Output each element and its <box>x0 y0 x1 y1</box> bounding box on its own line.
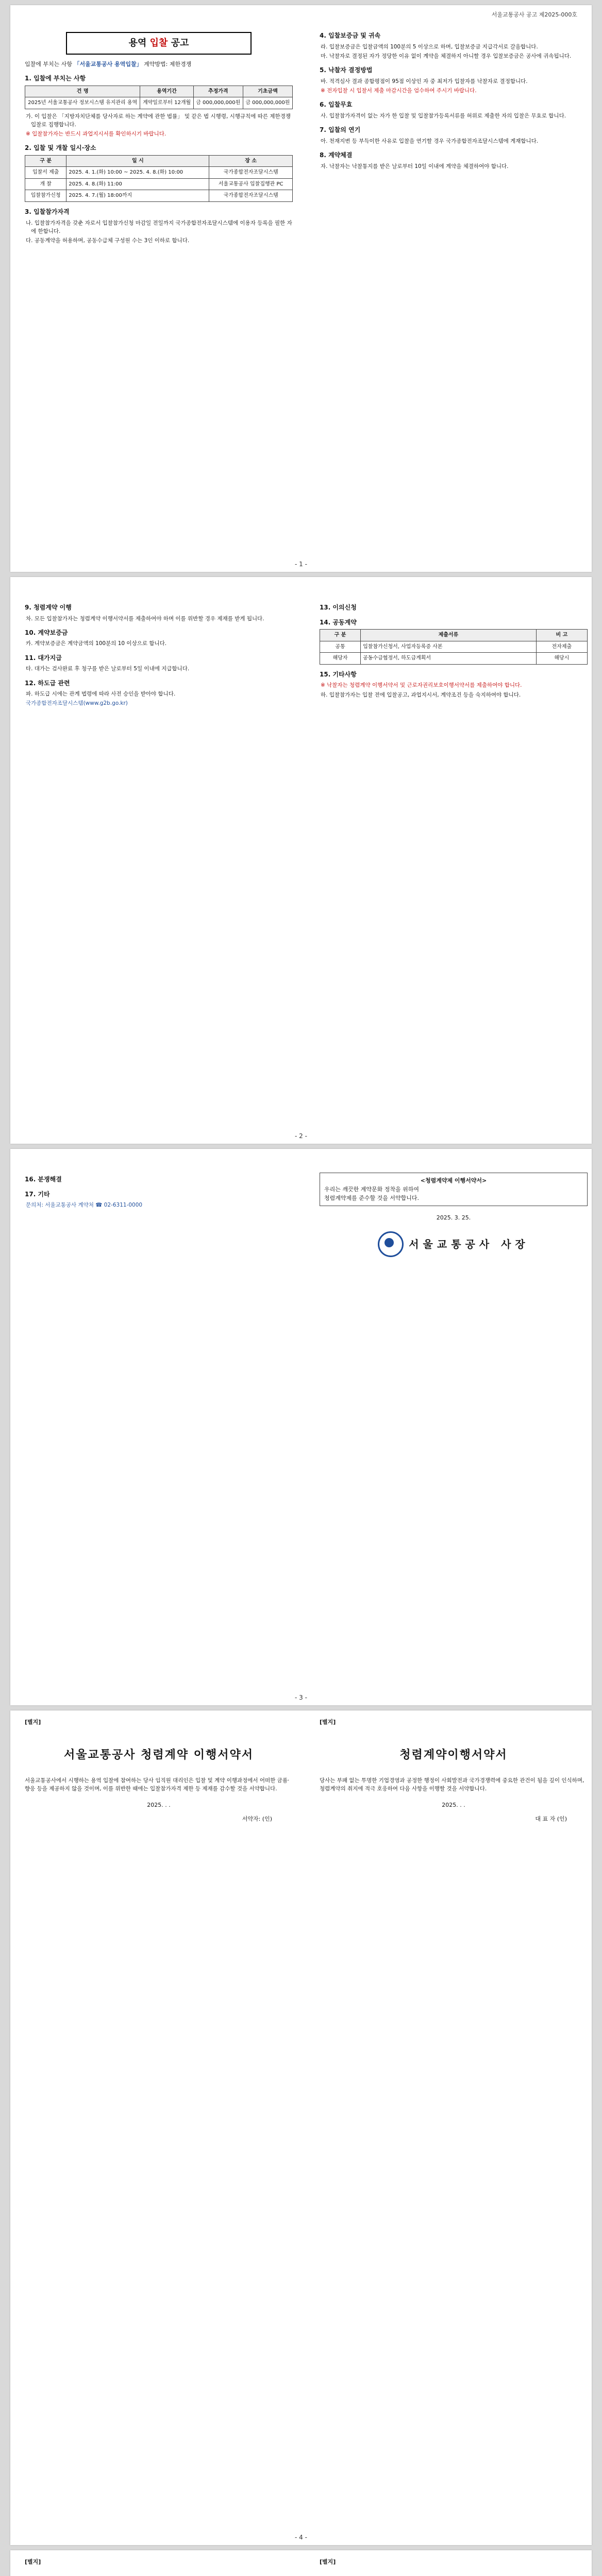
paragraph: 라. 입찰보증금은 입찰금액의 100분의 5 이상으로 하며, 입찰보증금 지급각서로 갈음합니다. <box>321 43 538 50</box>
section-heading-17: 17. 기타 <box>25 1190 50 1198</box>
intro-text: 입찰에 부치는 사항 <box>25 60 73 67</box>
table-cell: 입찰서 제출 <box>25 167 66 179</box>
section-heading-14: 14. 공동계약 <box>320 618 357 626</box>
table-cell: 금 000,000,000원 <box>193 97 243 109</box>
paragraph: 가. 이 입찰은 「지방자치단체를 당사자로 하는 계약에 관한 법률」 및 같은 법 시행령, 시행규칙에 따른 제한경쟁입찰로 집행합니다. <box>26 113 291 128</box>
form-title: 서울교통공사 청렴계약 이행서약서 <box>63 1749 254 1761</box>
issuer-block <box>320 1231 588 1257</box>
form-date: 2025. . . <box>442 1801 465 1808</box>
page-number: - 1 - <box>295 561 307 568</box>
table-header: 제출서류 <box>361 630 537 641</box>
table-cell: 계약일로부터 12개월 <box>140 97 193 109</box>
paragraph: 마. 낙찰자로 결정된 자가 정당한 이유 없이 계약을 체결하지 아니할 경우 입찰보증금은 공사에 귀속됩니다. <box>321 53 572 59</box>
red-note: ※ 낙찰자는 청렴계약 이행서약서 및 근로자권리보호이행서약서를 제출하여야 합니다. <box>321 682 522 689</box>
table-cell: 입찰참가신청 <box>25 190 66 202</box>
page-3-left-column <box>25 1170 293 1210</box>
table-cell: 해당시 <box>536 653 587 665</box>
table-header: 건 명 <box>25 86 140 97</box>
form-label: [별지] <box>320 2558 336 2565</box>
section-heading-4: 4. 입찰보증금 및 귀속 <box>320 32 381 39</box>
document-page-5 <box>10 2550 592 2576</box>
section-heading-13: 13. 이의신청 <box>320 604 357 611</box>
title-prefix: 용역 <box>128 38 150 48</box>
title-suffix: 공고 <box>168 38 189 48</box>
page-2-right-column <box>320 598 588 700</box>
paragraph: 차. 모든 입찰참가자는 청렴계약 이행서약서를 제출하여야 하며 이를 위반할 경우 제재를 받게 됩니다. <box>26 615 264 622</box>
title-highlight: 입찰 <box>149 38 168 48</box>
table-header: 추정가격 <box>193 86 243 97</box>
page-2-left-column <box>25 598 293 709</box>
paragraph: 다. 공동계약을 허용하며, 공동수급체 구성원 수는 3인 이하로 합니다. <box>26 238 190 244</box>
table-row <box>25 97 293 109</box>
pledge-box-line: 우리는 깨끗한 계약문화 정착을 위하여 <box>324 1186 420 1193</box>
table-cell: 해당자 <box>320 653 361 665</box>
blue-note: 문의처: 서울교통공사 계약처 ☎ 02-6311-0000 <box>26 1202 143 1209</box>
table-cell: 서울교통공사 입찰집행관 PC <box>209 178 293 190</box>
table-cell: 전자제출 <box>536 641 587 653</box>
table-header: 기초금액 <box>243 86 292 97</box>
table-header: 구 분 <box>25 155 66 167</box>
section-heading-3: 3. 입찰참가자격 <box>25 208 70 215</box>
table-header: 일 시 <box>66 155 209 167</box>
form-2 <box>320 1731 588 1823</box>
schedule-table <box>25 155 293 202</box>
table-cell: 2025. 4. 1.(화) 10:00 ~ 2025. 4. 8.(화) 10:00 <box>66 167 209 179</box>
intro-suffix: 계약방법: 제한경쟁 <box>144 60 192 67</box>
table-header: 용역기간 <box>140 86 193 97</box>
paragraph: 바. 적격심사 결과 종합평점이 95점 이상인 자 중 최저가 입찰자를 낙찰자로 결정합니다. <box>321 78 528 84</box>
paragraph: 하. 입찰참가자는 입찰 전에 입찰공고, 과업지시서, 계약조건 등을 숙지하여야 합니다. <box>321 691 521 698</box>
form-3 <box>25 2571 293 2576</box>
document-page-4 <box>10 1710 592 2545</box>
form-label: [별지] <box>25 2558 41 2565</box>
paragraph: 타. 대가는 검사완료 후 청구를 받은 날로부터 5일 이내에 지급합니다. <box>26 666 190 672</box>
page-number: - 3 - <box>295 1694 307 1701</box>
notice-number: 서울교통공사 공고 제2025-000호 <box>491 11 577 18</box>
page-number: - 4 - <box>295 2534 307 2541</box>
form-title: 청렴계약이행서약서 <box>399 1749 508 1761</box>
table-row <box>25 178 293 190</box>
form-body: 당사는 부패 없는 투명한 기업경영과 공정한 행정이 사회발전과 국가경쟁력에 중요한 관건이 됨을 깊이 인식하며, 청렴계약의 취지에 적극 호응하여 다음 사항을 이행할 것을 서약합니다. <box>320 1777 584 1792</box>
documents-table <box>320 629 588 665</box>
paragraph: 자. 낙찰자는 낙찰통지를 받은 날로부터 10일 이내에 계약을 체결하여야 합니다. <box>321 163 509 170</box>
table-row <box>320 641 588 653</box>
page-3-right-column <box>320 1170 588 1257</box>
page-number: - 2 - <box>295 1132 307 1140</box>
table-header: 비 고 <box>536 630 587 641</box>
document-page-1 <box>10 5 592 572</box>
page-1-left-column <box>25 26 293 246</box>
red-note: ※ 전자입찰 시 입찰서 제출 마감시간을 엄수하여 주시기 바랍니다. <box>321 87 477 94</box>
section-heading-7: 7. 입찰의 연기 <box>320 126 361 134</box>
table-cell: 국가종합전자조달시스템 <box>209 167 293 179</box>
intro-project: 「서울교통공사 용역입찰」 <box>74 60 142 67</box>
section-heading-8: 8. 계약체결 <box>320 151 353 159</box>
table-cell: 개 찰 <box>25 178 66 190</box>
table-row <box>25 190 293 202</box>
document-page-2 <box>10 577 592 1144</box>
table-cell: 공동수급협정서, 하도급계획서 <box>361 653 537 665</box>
red-note: ※ 입찰참가자는 반드시 과업지시서를 확인하시기 바랍니다. <box>26 131 166 138</box>
table-header: 장 소 <box>209 155 293 167</box>
section-heading-16: 16. 분쟁해결 <box>25 1176 62 1183</box>
paragraph: 사. 입찰참가자격이 없는 자가 한 입찰 및 입찰참가등록서류를 허위로 제출한 자의 입찰은 무효로 합니다. <box>321 112 566 119</box>
section-heading-10: 10. 계약보증금 <box>25 629 68 636</box>
table-row <box>25 167 293 179</box>
pledge-box <box>320 1173 588 1206</box>
document-page-3 <box>10 1149 592 1705</box>
form-4 <box>320 2571 588 2576</box>
paragraph: 나. 입찰참가자격을 갖춘 자로서 입찰참가신청 마감일 전일까지 국가종합전자조달시스템에 이용자 등록을 필한 자에 한합니다. <box>26 219 292 234</box>
pledge-box-title: <청렴계약제 이행서약서> <box>420 1177 487 1184</box>
intro-line <box>25 60 293 69</box>
table-header: 구 분 <box>320 630 361 641</box>
paragraph: 파. 하도급 시에는 관계 법령에 따라 사전 승인을 받아야 합니다. <box>26 691 176 698</box>
table-row <box>320 653 588 665</box>
blue-note[interactable]: 국가종합전자조달시스템(www.g2b.go.kr) <box>26 700 128 707</box>
table-cell: 금 000,000,000원 <box>243 97 292 109</box>
issuer-name: 서울교통공사 사장 <box>409 1238 529 1250</box>
section-heading-11: 11. 대가지급 <box>25 654 62 662</box>
table-cell: 국가종합전자조달시스템 <box>209 190 293 202</box>
issue-date: 2025. 3. 25. <box>436 1214 471 1222</box>
form-label: [별지] <box>25 1719 41 1725</box>
section-heading-5: 5. 낙찰자 결정방법 <box>320 66 373 74</box>
section-heading-2: 2. 입찰 및 개찰 일시·장소 <box>25 144 96 152</box>
section-heading-15: 15. 기타사항 <box>320 670 357 678</box>
paragraph: 아. 천재지변 등 부득이한 사유로 입찰을 연기할 경우 국가종합전자조달시스템에 게재합니다. <box>321 138 539 144</box>
pledge-box-line: 청렴계약제를 준수할 것을 서약합니다. <box>324 1195 420 1202</box>
table-cell: 입찰참가신청서, 사업자등록증 사본 <box>361 641 537 653</box>
form-1 <box>25 1731 293 1823</box>
form-date: 2025. . . <box>147 1801 171 1808</box>
section-heading-9: 9. 청렴계약 이행 <box>25 604 72 611</box>
organization-logo-icon <box>378 1231 404 1257</box>
paragraph: 카. 계약보증금은 계약금액의 100분의 10 이상으로 합니다. <box>26 640 167 647</box>
table-cell: 2025. 4. 7.(월) 18:00까지 <box>66 190 209 202</box>
section-heading-6: 6. 입찰무효 <box>320 101 353 109</box>
table-cell: 2025년 서울교통공사 정보시스템 유지관리 용역 <box>25 97 140 109</box>
form-body: 서울교통공사에서 시행하는 용역 입찰에 참여하는 당사 임직원 대리인은 입찰 및 계약 이행과정에서 어떠한 금품·향응 등을 제공하지 않을 것이며, 이를 위반한 때에는 입찰참가자격 제한 등 제재를 감수할 것을 서약합니다. <box>25 1777 290 1792</box>
table-cell: 2025. 4. 8.(화) 11:00 <box>66 178 209 190</box>
form-signature: 대 표 자 (인) <box>535 1815 567 1822</box>
document-title <box>66 32 252 55</box>
page-1-right-column <box>320 26 588 172</box>
project-table <box>25 86 293 109</box>
table-cell: 공통 <box>320 641 361 653</box>
form-signature: 서약자: (인) <box>242 1815 272 1822</box>
form-label: [별지] <box>320 1719 336 1725</box>
section-heading-12: 12. 하도급 관련 <box>25 679 70 687</box>
section-heading-1: 1. 입찰에 부치는 사항 <box>25 74 86 82</box>
